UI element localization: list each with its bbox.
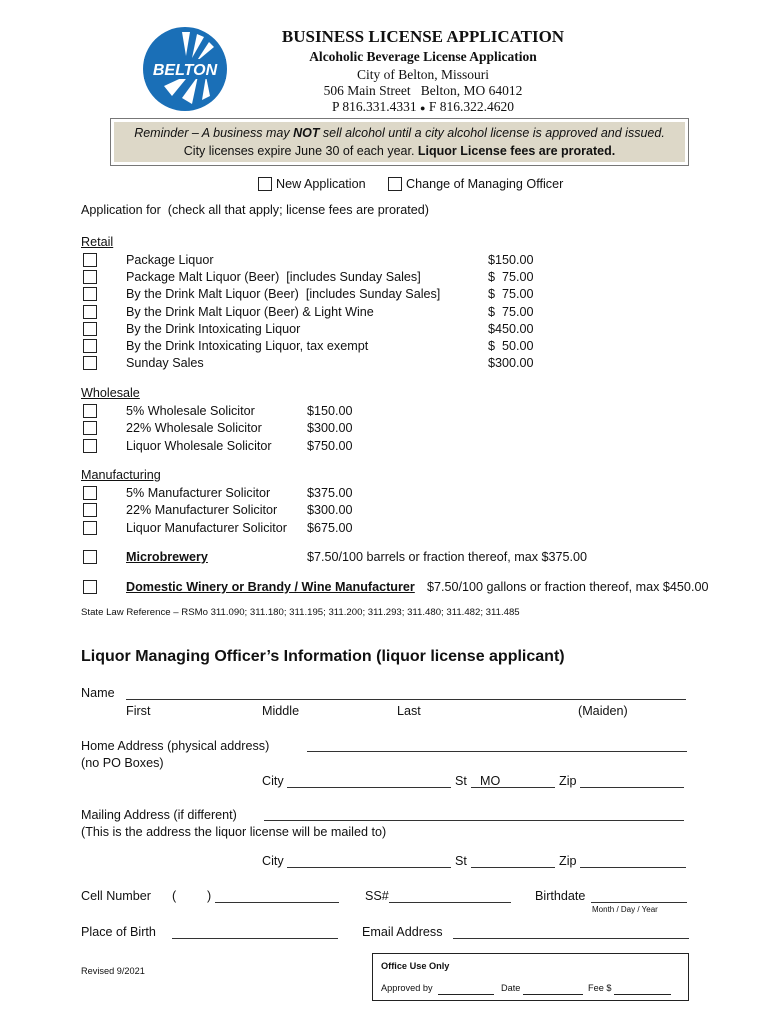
retail-checkbox[interactable] — [83, 305, 97, 319]
approved-by-field[interactable] — [438, 994, 494, 995]
wholesale-item-label: Liquor Wholesale Solicitor — [126, 438, 272, 453]
mailing-address-label: Mailing Address (if different) — [81, 808, 237, 822]
winery-checkbox[interactable] — [83, 580, 97, 594]
office-fee-label: Fee $ — [588, 983, 612, 993]
retail-checkbox[interactable] — [83, 322, 97, 336]
retail-checkbox[interactable] — [83, 287, 97, 301]
wholesale-item-fee: $300.00 — [307, 421, 353, 436]
office-fee-field[interactable] — [614, 994, 671, 995]
cell-paren-close: ) — [207, 889, 212, 903]
wholesale-item-label: 22% Wholesale Solicitor — [126, 421, 262, 436]
office-date-label: Date — [501, 983, 521, 993]
office-use-box — [372, 953, 689, 1001]
retail-item-fee: $ 75.00 — [488, 304, 534, 319]
place-of-birth-label: Place of Birth — [81, 925, 156, 939]
winery-label: Domestic Winery or Brandy / Wine Manufacturer — [126, 580, 415, 594]
retail-item-fee: $300.00 — [488, 356, 534, 371]
cell-number-label: Cell Number — [81, 889, 151, 903]
mailing-address-field[interactable] — [264, 820, 684, 821]
home-st-value: MO — [480, 774, 501, 788]
retail-item-fee: $ 50.00 — [488, 339, 534, 353]
mailing-city-label: City — [262, 854, 284, 868]
microbrewery-fee: $7.50/100 barrels or fraction thereof, max $375.00 — [307, 550, 588, 564]
manufacturing-heading: Manufacturing — [81, 468, 161, 482]
birthdate-label: Birthdate — [535, 889, 586, 903]
first-label: First — [126, 704, 151, 718]
wholesale-heading: Wholesale — [81, 386, 140, 400]
page-title: BUSINESS LICENSE APPLICATION — [281, 27, 565, 46]
reminder-box — [110, 118, 689, 166]
header-city: City of Belton, Missouri — [356, 67, 489, 82]
manufacturing-item-fee: $675.00 — [307, 520, 353, 535]
maiden-label: (Maiden) — [578, 704, 628, 718]
retail-checkbox[interactable] — [83, 253, 97, 267]
microbrewery-checkbox[interactable] — [83, 550, 97, 564]
manufacturing-checkbox[interactable] — [83, 521, 97, 535]
revised-label: Revised 9/2021 — [81, 966, 145, 976]
state-law-reference: State Law Reference – RSMo 311.090; 311.180; 311.195; 311.200; 311.293; 311.480; 311.482; 311.485 — [81, 607, 520, 618]
wholesale-item-fee: $150.00 — [307, 404, 353, 418]
retail-heading: Retail — [81, 235, 114, 249]
home-zip-label: Zip — [559, 774, 577, 788]
winery-fee: $7.50/100 gallons or fraction thereof, max $450.00 — [427, 580, 709, 594]
retail-checkbox[interactable] — [83, 356, 97, 370]
manufacturing-item-label: Liquor Manufacturer Solicitor — [126, 520, 287, 535]
wholesale-checkbox[interactable] — [83, 439, 97, 453]
wholesale-item-label: 5% Wholesale Solicitor — [126, 404, 255, 418]
logo-text: BELTON — [152, 62, 218, 79]
mailing-note: (This is the address the liquor license will be mailed to) — [81, 825, 387, 839]
name-field[interactable] — [126, 699, 686, 700]
mailing-city-field[interactable] — [287, 867, 451, 868]
header-fax: F 816.322.4620 — [428, 99, 514, 114]
office-use-title: Office Use Only — [381, 961, 450, 971]
bullet-icon: ● — [420, 102, 426, 113]
middle-label: Middle — [262, 704, 300, 718]
home-address-label: Home Address (physical address) — [81, 739, 270, 753]
home-city-label: City — [262, 774, 284, 788]
cell-number-field[interactable] — [215, 902, 339, 903]
wholesale-checkbox[interactable] — [83, 421, 97, 435]
birthdate-field[interactable] — [591, 902, 687, 903]
email-label: Email Address — [362, 925, 443, 939]
page-subtitle: Alcoholic Beverage License Application — [309, 49, 537, 64]
manufacturing-item-label: 5% Manufacturer Solicitor — [126, 486, 271, 500]
change-officer-checkbox[interactable] — [388, 177, 402, 191]
no-po-label: (no PO Boxes) — [81, 756, 164, 770]
retail-checkbox[interactable] — [83, 339, 97, 353]
header-address: 506 Main Street Belton, MO 64012 — [323, 83, 523, 98]
retail-item-fee: $450.00 — [488, 321, 534, 336]
retail-item-label: By the Drink Intoxicating Liquor, tax exempt — [126, 339, 369, 353]
ss-field[interactable] — [389, 902, 511, 903]
new-application-label: New Application — [276, 177, 366, 191]
manufacturing-item-label: 22% Manufacturer Solicitor — [126, 503, 278, 518]
new-application-checkbox[interactable] — [258, 177, 272, 191]
header-contact — [230, 99, 616, 115]
birthdate-hint: Month / Day / Year — [592, 905, 658, 914]
retail-item-fee: $150.00 — [488, 253, 534, 267]
name-label: Name — [81, 686, 115, 700]
retail-item-label: By the Drink Malt Liquor (Beer) [includes Sunday Sales] — [126, 287, 441, 302]
retail-item-fee: $ 75.00 — [488, 270, 534, 285]
retail-item-fee: $ 75.00 — [488, 287, 534, 302]
reminder-line-1: Reminder – A business may NOT sell alcohol until a city alcohol license is approved and issued. — [134, 126, 665, 140]
home-zip-field[interactable] — [580, 787, 684, 788]
wholesale-item-fee: $750.00 — [307, 438, 353, 453]
mailing-st-field[interactable] — [471, 867, 555, 868]
manufacturing-item-fee: $300.00 — [307, 503, 353, 518]
mailing-st-label: St — [455, 854, 467, 868]
officer-heading: Liquor Managing Officer’s Information (liquor license applicant) — [81, 648, 565, 665]
retail-item-label: Package Malt Liquor (Beer) [includes Sunday Sales] — [126, 270, 421, 285]
place-of-birth-field[interactable] — [172, 938, 338, 939]
ss-label: SS# — [365, 889, 389, 903]
reminder-line-2: City licenses expire June 30 of each year. Liquor License fees are prorated. — [183, 144, 616, 158]
manufacturing-item-fee: $375.00 — [307, 486, 353, 500]
belton-logo — [142, 26, 228, 112]
reminder-not: NOT — [293, 126, 320, 140]
header-phone: P 816.331.4331 — [332, 99, 417, 114]
retail-item-label: Sunday Sales — [126, 356, 204, 371]
retail-item-label: By the Drink Intoxicating Liquor — [126, 321, 301, 336]
last-label: Last — [397, 704, 421, 718]
belton-logo-graphic — [142, 26, 228, 112]
home-address-field[interactable] — [307, 751, 687, 752]
change-officer-label: Change of Managing Officer — [406, 177, 564, 191]
retail-item-label: By the Drink Malt Liquor (Beer) & Light Wine — [126, 304, 374, 319]
mailing-zip-field[interactable] — [580, 867, 686, 868]
application-for-label: Application for (check all that apply; license fees are prorated) — [81, 203, 429, 217]
manufacturing-checkbox[interactable] — [83, 486, 97, 500]
retail-item-label: Package Liquor — [126, 253, 214, 267]
approved-by-label: Approved by — [381, 983, 433, 993]
manufacturing-checkbox[interactable] — [83, 503, 97, 517]
mailing-zip-label: Zip — [559, 854, 577, 868]
retail-checkbox[interactable] — [83, 270, 97, 284]
wholesale-checkbox[interactable] — [83, 404, 97, 418]
microbrewery-label: Microbrewery — [126, 550, 208, 564]
home-st-label: St — [455, 774, 467, 788]
office-date-field[interactable] — [523, 994, 583, 995]
home-city-field[interactable] — [287, 787, 451, 788]
cell-paren-open: ( — [172, 889, 177, 903]
email-field[interactable] — [453, 938, 689, 939]
